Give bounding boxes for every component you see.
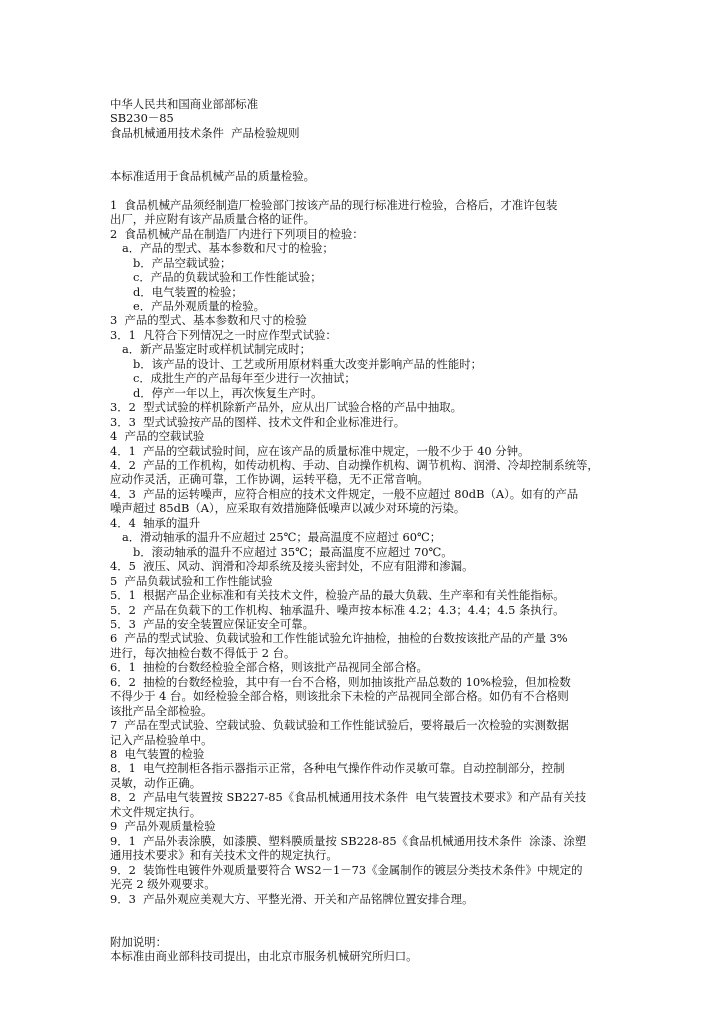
- body-line: 1 食品机械产品须经制造厂检验部门按该产品的现行标准进行检验，合格后，才准许包装: [110, 197, 558, 212]
- body-line: 4．2 产品的工作机构，如传动机构、手动、自动操作机构、调节机构、润滑、冷却控制系统等，: [110, 457, 599, 472]
- body-line: 6．2 抽检的台数经检验，其中有一台不合格，则加抽该批产品总数的 10%检验，但加检数: [110, 674, 571, 689]
- body-line: 8．2 产品电气装置按 SB227-85《食品机械通用技术条件 电气装置技术要求》和产品有关技: [110, 790, 587, 805]
- body-line: 噪声超过 85dB（A），应采取有效措施降低噪声以减少对环境的污染。: [110, 501, 466, 516]
- body-line: 术文件规定执行。: [110, 804, 202, 819]
- spacer: [110, 140, 618, 169]
- body-line: 3．3 型式试验按产品的图样、技术文件和企业标准进行。: [110, 414, 406, 429]
- body-line: 4．3 产品的运转噪声，应符合相应的技术文件规定，一般不应超过 80dB（A）。如有的产品: [110, 486, 579, 501]
- body-line: b．产品空载试验；: [133, 255, 232, 270]
- body-line: 5．2 产品在负载下的工作机构、轴承温升、噪声按本标准 4.2；4.3；4.4；4.5 条执行。: [110, 602, 565, 617]
- body-line: 9．3 产品外观应美观大方、平整光滑、开关和产品铭牌位置安排合理。: [110, 891, 474, 906]
- body-line: 4．1 产品的空载试验时间，应在该产品的质量标准中规定，一般不少于 40 分钟。: [110, 443, 530, 458]
- body-line: 3．2 型式试验的样机除新产品外，应从出厂试验合格的产品中抽取。: [110, 400, 463, 415]
- standard-issuer: 中华人民共和国商业部部标准: [110, 97, 259, 111]
- body-line: 5．1 根据产品企业标准和有关技术文件，检验产品的最大负载、生产率和有关性能指标。: [110, 588, 565, 603]
- body-line: 9．2 装饰性电镀件外观质量要符合 WS2－1－73《金属制作的镀层分类技术条件》中规定的: [110, 862, 583, 877]
- body-line: 该批产品全部检验。: [110, 703, 213, 718]
- body-line: a．滑动轴承的温升不应超过 25℃；最高温度不应超过 60℃；: [122, 530, 442, 545]
- body-line: d．电气装置的检验；: [133, 284, 243, 299]
- document-title: 食品机械通用技术条件 产品检验规则: [110, 125, 300, 140]
- body-line: a．新产品鉴定时或样机试制完成时；: [122, 342, 312, 357]
- body-line: 5．3 产品的安全装置应保证安全可靠。: [110, 616, 314, 631]
- standard-number: SB230－85: [110, 111, 174, 126]
- body-line: 8 电气装置的检验: [110, 747, 205, 762]
- body-line: 记入产品检验单中。: [110, 732, 213, 747]
- spacer: [110, 906, 618, 935]
- body-line: 4 产品的空载试验: [110, 429, 205, 444]
- body-line: e．产品外观质量的检验。: [133, 298, 266, 313]
- body-line: 进行，每次抽检台数不得低于 2 台。: [110, 645, 296, 660]
- footer-text: 本标准由商业部科技司提出，由北京市服务机械研究所归口。: [110, 949, 418, 964]
- body-line: 6 产品的型式试验、负载试验和工作性能试验允许抽检，抽检的台数按该批产品的产量 3%: [110, 631, 568, 646]
- body-line: 4．5 液压、风动、润滑和冷却系统及接头密封处，不应有阻滞和渗漏。: [110, 559, 474, 574]
- body-line: 4．4 轴承的温升: [110, 515, 201, 530]
- document: [110, 97, 618, 964]
- body-line: 9．1 产品外表涂膜，如漆膜、塑料膜质量按 SB228-85《食品机械通用技术条件 涂漆、涂塑: [110, 833, 587, 848]
- body-line: 不得少于 4 台。如经检验全部合格，则该批余下未检的产品视同全部合格。如仍有不合格则: [110, 689, 569, 704]
- body-line: 3．1 凡符合下列情况之一时应作型式试验：: [110, 327, 337, 342]
- body-line: b．滚动轴承的温升不应超过 35℃；最高温度不应超过 70℃。: [133, 544, 453, 559]
- body-line: c．成批生产的产品每年至少进行一次抽试；: [133, 371, 356, 386]
- body-line: 6．1 抽检的台数经检验全部合格，则该批产品视同全部合格。: [110, 660, 428, 675]
- body-line: 光亮 2 级外观要求。: [110, 877, 216, 892]
- document-body: [110, 198, 618, 906]
- body-line: 应动作灵活，正确可靠，工作协调，运转平稳，无不正常音响。: [110, 472, 429, 487]
- body-line: 8．1 电气控制柜各指示器指示正常，各种电气操作件动作灵敏可靠。自动控制部分，控制: [110, 761, 565, 776]
- body-line: a．产品的型式、基本参数和尺寸的检验；: [122, 241, 334, 256]
- scope-statement: 本标准适用于食品机械产品的质量检验。: [110, 169, 316, 184]
- body-line: 5 产品负载试验和工作性能试验: [110, 573, 273, 588]
- body-line: 2 食品机械产品在制造厂内进行下列项目的检验：: [110, 226, 364, 241]
- body-line: 3 产品的型式、基本参数和尺寸的检验: [110, 313, 307, 328]
- body-line: c．产品的负载试验和工作性能试验；: [133, 270, 322, 285]
- spacer: [110, 184, 618, 198]
- footer-title: 附加说明：: [110, 935, 167, 950]
- body-line: b．该产品的设计、工艺或所用原材料重大改变并影响产品的性能时；: [133, 356, 483, 371]
- body-line: 9 产品外观质量检验: [110, 819, 216, 834]
- body-line: 7 产品在型式试验、空载试验、负载试验和工作性能试验后，要将最后一次检验的实测数据: [110, 718, 569, 733]
- body-line: 通用技术要求》和有关技术文件的规定执行。: [110, 848, 338, 863]
- body-line: 出厂，并应附有该产品质量合格的证件。: [110, 212, 316, 227]
- body-line: d．停产一年以上，再次恢复生产时。: [133, 385, 323, 400]
- body-line: 灵敏，动作正确。: [110, 775, 202, 790]
